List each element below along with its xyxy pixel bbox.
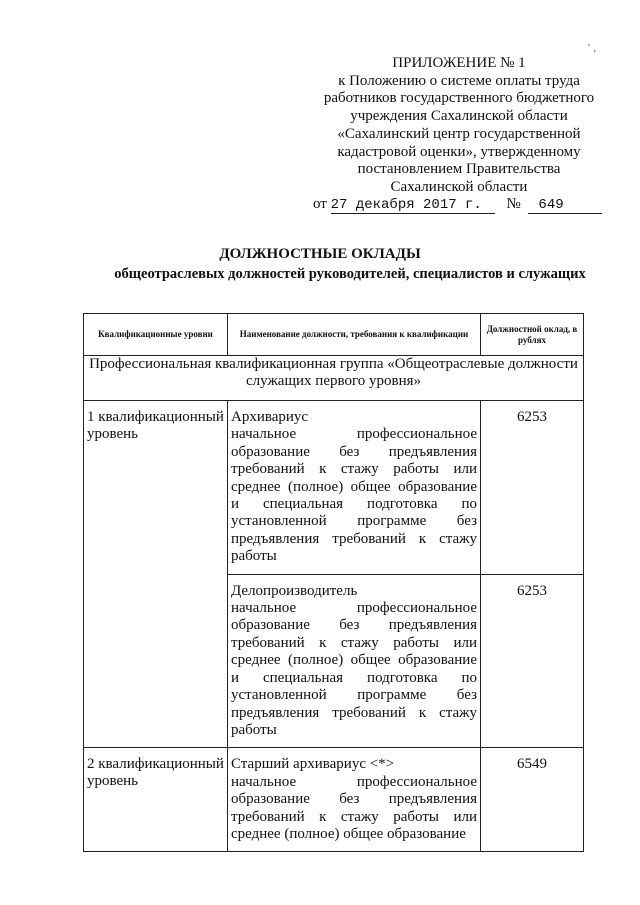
position-title: Архивариус — [231, 409, 309, 425]
position-title: Старший архивариус <*> — [231, 756, 395, 773]
appendix-line: кадастровой оценки», утвержденному — [337, 143, 581, 160]
appendix-line: к Положению о системе оплаты труда — [338, 72, 580, 89]
appendix-line: учреждения Сахалинской области — [350, 108, 568, 125]
document-title: ДОЛЖНОСТНЫЕ ОКЛАДЫ — [219, 246, 421, 262]
header-qualification-level: Квалификационные уровни — [84, 314, 228, 356]
appendix-line: «Сахалинский центр государственной — [337, 125, 581, 142]
table-row — [84, 401, 584, 575]
document-subtitle: общеотраслевых должностей руководителей, специалистов и служащих — [114, 266, 586, 282]
appendix-line: ПРИЛОЖЕНИЕ № 1 — [392, 55, 526, 71]
salary-value: 6253 — [481, 574, 584, 748]
qualification-group: Профессиональная квалификационная группа «Общеотраслевые должности служащих первого уровня» — [84, 356, 584, 401]
table-header-row — [84, 314, 584, 356]
position-cell — [228, 401, 481, 575]
group-row — [84, 356, 584, 401]
table-row — [84, 748, 584, 852]
position-requirements: начальное профессиональное образование без предъявления требований к стажу работы или среднее (полное) общее образование и специальная подготовка по установленной программе без предъявления требований к стажу работы — [231, 600, 477, 738]
resolution-date-line — [313, 196, 613, 214]
appendix-header — [292, 55, 626, 197]
resolution-date: 27 декабря 2017 г. — [331, 197, 495, 214]
corner-mark: ' ‚ — [588, 42, 597, 54]
resolution-number: 649 — [528, 197, 602, 214]
salary-value: 6549 — [481, 748, 584, 852]
number-sign: № — [506, 196, 521, 212]
salary-table — [83, 313, 584, 852]
position-requirements: начальное профессиональное образование без предъявления требований к стажу работы или среднее (полное) общее образование и специальная подготовка по установленной программе без предъявления требований к стажу работы — [231, 426, 477, 565]
appendix-line: работников государственного бюджетного — [323, 90, 595, 107]
appendix-line: постановлением Правительства — [357, 161, 561, 178]
position-cell — [228, 748, 481, 852]
qualification-level: 2 квалификационный уровень — [84, 748, 228, 852]
salary-value: 6253 — [481, 401, 584, 575]
position-requirements: начальное профессиональное образование без предъявления требований к стажу работы или среднее (полное) общее образование — [231, 773, 477, 842]
appendix-line: Сахалинской области — [390, 178, 528, 195]
qualification-level: 1 квалификационный уровень — [84, 401, 228, 748]
position-cell — [228, 574, 481, 748]
header-position-name: Наименование должности, требования к квалификации — [228, 314, 481, 356]
header-salary: Должностной оклад, в рублях — [481, 314, 584, 356]
position-title: Делопроизводитель — [231, 582, 358, 599]
date-prefix: от — [313, 196, 327, 212]
